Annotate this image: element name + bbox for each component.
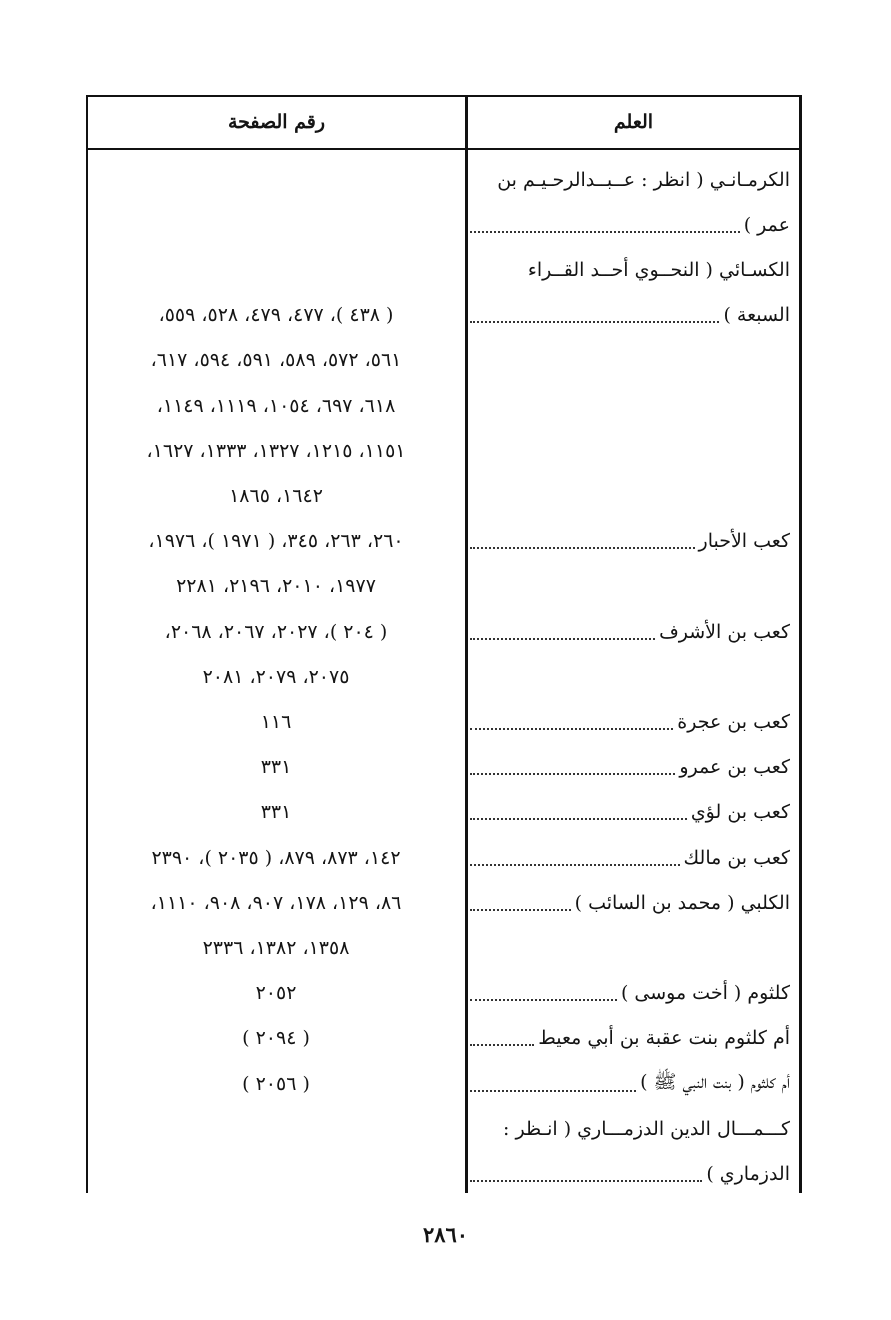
entry-name: [470, 564, 790, 609]
leader-dots: [470, 1044, 534, 1046]
entry-pages: [94, 157, 458, 202]
entry-pages: ٥٦١، ٥٧٢، ٥٨٩، ٥٩١، ٥٩٤، ٦١٧،: [150, 349, 402, 372]
table-row: [86, 1016, 802, 1061]
entry-pages: [94, 202, 458, 247]
entry-name: [470, 383, 790, 428]
header-pages-column: رقم الصفحة: [227, 111, 326, 133]
table-row: [86, 564, 802, 609]
entry-name-text: أم كلثوم بنت عقبة بن أبي معيط: [538, 1027, 790, 1050]
leader-dots: [470, 1180, 702, 1182]
table-row: [86, 293, 802, 338]
entry-pages: [94, 1151, 458, 1196]
table-row: [86, 1106, 802, 1151]
entry-name-text: أم كلثوم ( بنت النبي ﷺ ): [640, 1070, 790, 1093]
entry-pages: ٢٦٠، ٢٦٣، ٣٤٥، ( ١٩٧١ )، ١٩٧٦،: [148, 530, 404, 553]
table-row: [86, 473, 802, 518]
entry-name-text: كعب بن الأشرف: [659, 620, 790, 643]
page-number: ٢٨٦٠: [422, 1222, 469, 1247]
leader-dots: [470, 818, 687, 820]
entry-name-text: كعب بن عجرة: [677, 710, 790, 733]
entry-name-text: الدزماري ): [706, 1162, 790, 1185]
entry-name: [470, 157, 790, 202]
table-row: [86, 835, 802, 880]
table-row: [86, 925, 802, 970]
table-row: [86, 609, 802, 654]
leader-dots: [470, 231, 740, 233]
entry-name: [470, 745, 790, 790]
entry-name-text: عمر ): [743, 213, 790, 236]
table-row: [86, 338, 802, 383]
entry-pages: ٣٣١: [260, 801, 292, 824]
entry-name: [470, 971, 790, 1016]
entry-name-text: الكسـائي ( النحــوي أحــد القــراء: [527, 258, 790, 281]
leader-dots: [470, 321, 719, 323]
entry-name: [470, 1151, 790, 1196]
entry-pages: ١٤٢، ٨٧٣، ٨٧٩، ( ٢٠٣٥ )، ٢٣٩٠: [151, 846, 401, 869]
table-row: [86, 654, 802, 699]
entry-name: [470, 699, 790, 744]
entry-name: [470, 790, 790, 835]
leader-dots: [470, 547, 695, 549]
table-row: [86, 202, 802, 247]
entry-pages: ٢٠٥٢: [255, 982, 297, 1005]
entry-name: [470, 880, 790, 925]
index-table: [86, 95, 802, 1193]
entry-name-text: كعب الأحبار: [698, 530, 790, 553]
entry-pages: [94, 1106, 458, 1151]
entry-name: [470, 473, 790, 518]
entry-name: [470, 654, 790, 699]
leader-dots: [470, 638, 655, 640]
table-row: [86, 157, 802, 202]
entry-name: [470, 428, 790, 473]
entry-name: [470, 1016, 790, 1061]
entry-name-text: كـــمـــال الدين الدزمـــاري ( انـظر :: [503, 1117, 790, 1140]
entry-name-text: كعب بن مالك: [683, 846, 790, 869]
leader-dots: [470, 773, 675, 775]
entry-pages: ( ٤٣٨ )، ٤٧٧، ٤٧٩، ٥٢٨، ٥٥٩،: [158, 304, 394, 327]
table-row: [86, 1151, 802, 1196]
table-row: [86, 519, 802, 564]
entry-pages: ١٩٧٧، ٢٠١٠، ٢١٩٦، ٢٢٨١: [176, 575, 376, 598]
entry-name: [470, 1106, 790, 1151]
entry-pages: ( ٢٠٤ )، ٢٠٢٧، ٢٠٦٧، ٢٠٦٨،: [164, 620, 388, 643]
table-row: [86, 790, 802, 835]
entry-name-text: كلثوم ( أخت موسى ): [620, 982, 790, 1005]
entry-name: [470, 293, 790, 338]
entry-name-text: الكلبي ( محمد بن السائب ): [574, 891, 790, 914]
entry-name: [470, 202, 790, 247]
leader-dots: [470, 728, 673, 730]
entry-pages: ١١٦: [260, 710, 292, 733]
table-row: [86, 971, 802, 1016]
table-row: [86, 745, 802, 790]
entry-pages: ٢٠٧٥، ٢٠٧٩، ٢٠٨١: [202, 665, 350, 688]
entry-pages: ٨٦، ١٢٩، ١٧٨، ٩٠٧، ٩٠٨، ١١١٠،: [150, 891, 402, 914]
entry-name: [470, 1061, 790, 1106]
table-row: [86, 880, 802, 925]
leader-dots: [470, 1090, 636, 1092]
entry-name-text: السبعة ): [723, 304, 790, 327]
entry-pages: ١١٥١، ١٢١٥، ١٣٢٧، ١٣٣٣، ١٦٢٧،: [146, 439, 406, 462]
entry-pages: ١٣٥٨، ١٣٨٢، ٢٣٣٦: [202, 936, 350, 959]
entry-name-text: كعب بن عمرو: [679, 756, 790, 779]
table-row: [86, 1061, 802, 1106]
entry-name: [470, 519, 790, 564]
entry-pages: ( ٢٠٩٤ ): [242, 1027, 310, 1050]
table-row: [86, 699, 802, 744]
leader-dots: [470, 999, 617, 1001]
table-row: [86, 247, 802, 292]
header-name-column: العلم: [613, 111, 654, 133]
leader-dots: [470, 909, 571, 911]
entry-pages: [94, 247, 458, 292]
entry-pages: ١٦٤٢، ١٨٦٥: [229, 484, 323, 507]
entry-name: [470, 609, 790, 654]
entry-name: [470, 247, 790, 292]
entry-name-text: كعب بن لؤي: [690, 801, 790, 824]
entry-pages: ( ٢٠٥٦ ): [242, 1072, 310, 1095]
entry-name: [470, 925, 790, 970]
table-row: [86, 428, 802, 473]
entry-pages: ٣٣١: [260, 756, 292, 779]
entry-name: [470, 835, 790, 880]
entry-name-text: الكرمـانـي ( انظر : عــبــدالرحـيـم بن: [497, 168, 790, 191]
leader-dots: [470, 864, 680, 866]
table-row: [86, 383, 802, 428]
entry-pages: ٦١٨، ٦٩٧، ١٠٥٤، ١١١٩، ١١٤٩،: [156, 394, 396, 417]
entry-name: [470, 338, 790, 383]
